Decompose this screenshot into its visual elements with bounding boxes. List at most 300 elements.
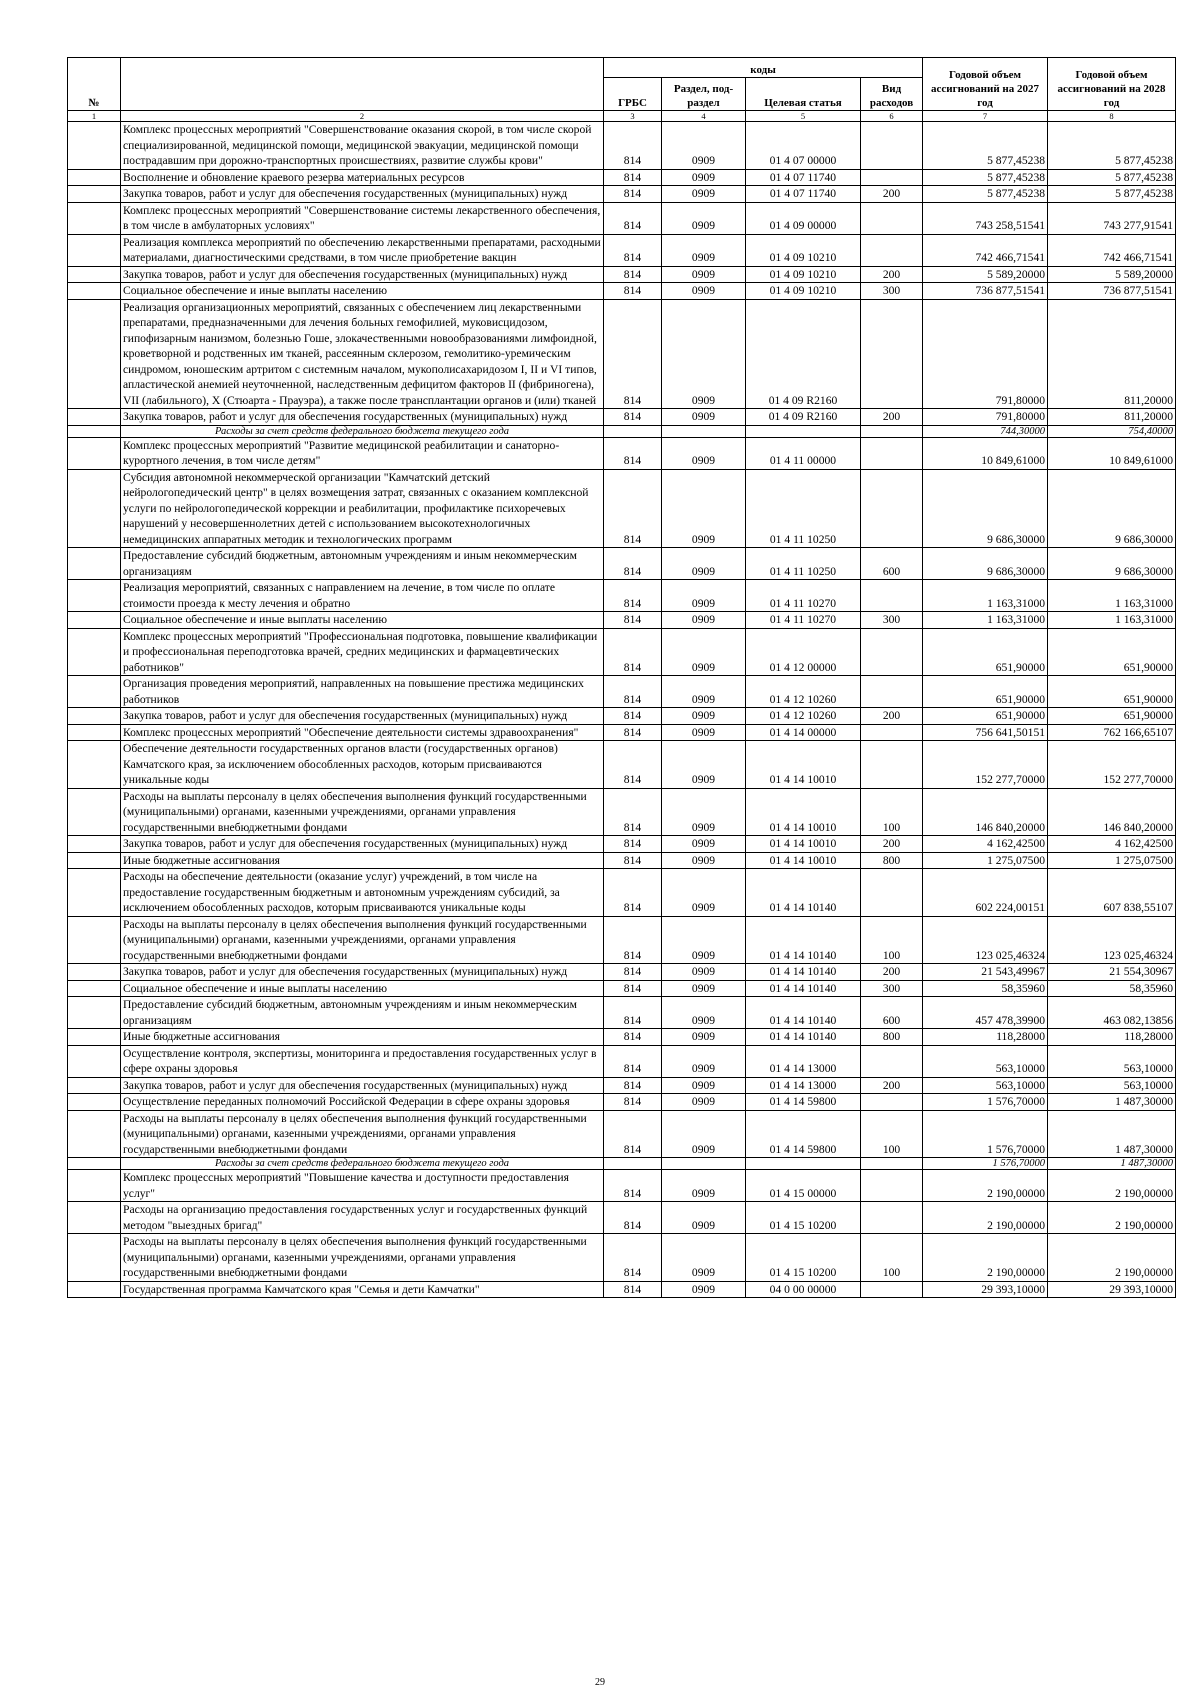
- cell-celevaya: 01 4 09 R2160: [746, 299, 861, 409]
- table-row: [68, 964, 1176, 981]
- cell-name: Расходы на выплаты персоналу в целях обеспечения выполнения функций государственными (муниципальными) органами, казенными учреждениями, органами управления государственными внебюджетными фондами: [121, 788, 604, 836]
- cell-vid: 200: [861, 1077, 923, 1094]
- cell-num: [68, 437, 121, 469]
- cell-name: Расходы за счет средств федерального бюджета текущего года: [121, 425, 604, 437]
- cell-grbs: 814: [604, 186, 662, 203]
- cell-name: Комплекс процессных мероприятий "Развитие медицинской реабилитации и санаторно-курортного лечения, в том числе детям": [121, 437, 604, 469]
- cell-celevaya: 01 4 14 10010: [746, 852, 861, 869]
- cell-num: [68, 852, 121, 869]
- cell-num: [68, 122, 121, 170]
- cell-razdel: 0909: [662, 836, 746, 853]
- cell-2028: 463 082,13856: [1048, 997, 1176, 1029]
- cell-celevaya: [746, 425, 861, 437]
- cell-name: Комплекс процессных мероприятий "Совершенствование системы лекарственного обеспечения, в том числе в амбулаторных условиях": [121, 202, 604, 234]
- cell-2027: 563,10000: [923, 1077, 1048, 1094]
- cell-celevaya: 01 4 14 10140: [746, 1029, 861, 1046]
- cell-razdel: 0909: [662, 469, 746, 548]
- cell-2028: 1 487,30000: [1048, 1110, 1176, 1158]
- cell-celevaya: 01 4 11 10270: [746, 580, 861, 612]
- column-number-row: [68, 111, 1176, 122]
- cell-razdel: 0909: [662, 1110, 746, 1158]
- cell-razdel: 0909: [662, 916, 746, 964]
- cell-2028: 743 277,91541: [1048, 202, 1176, 234]
- table-row: [68, 1170, 1176, 1202]
- table-row: [68, 741, 1176, 789]
- cell-2028: 2 190,00000: [1048, 1202, 1176, 1234]
- cell-vid: [861, 1094, 923, 1111]
- cell-grbs: 814: [604, 266, 662, 283]
- table-row: [68, 628, 1176, 676]
- header-celevaya: Целевая статья: [746, 78, 861, 111]
- cell-2028: 9 686,30000: [1048, 548, 1176, 580]
- col-number: 5: [746, 111, 861, 122]
- cell-grbs: 814: [604, 1202, 662, 1234]
- cell-celevaya: 01 4 15 10200: [746, 1202, 861, 1234]
- table-row: [68, 997, 1176, 1029]
- cell-razdel: 0909: [662, 788, 746, 836]
- cell-2028: 21 554,30967: [1048, 964, 1176, 981]
- cell-name: Реализация организационных мероприятий, связанных с обеспечением лиц лекарственными препаратами, предназначенными для лечения больных гемофилией, муковисцидозом, гипофизарным нанизмом, болезнью Гоше, злокачественными новообразованиями лимфоидной, кроветворной и родственных им тканей, рассеянным склерозом, гемолитико-уремическим синдромом, юношеским артритом с системным началом, мукополисахаридозом I, II и VI типов, апластической анемией неуточненной, наследственным дефицитом факторов II (фибриногена), VII (лабильного), X (Стюарта - Прауэра), а также после трансплантации органов и (или) тканей: [121, 299, 604, 409]
- cell-name: Расходы на выплаты персоналу в целях обеспечения выполнения функций государственными (муниципальными) органами, казенными учреждениями, органами управления государственными внебюджетными фондами: [121, 1110, 604, 1158]
- cell-2027: 9 686,30000: [923, 548, 1048, 580]
- cell-2028: 118,28000: [1048, 1029, 1176, 1046]
- cell-razdel: 0909: [662, 266, 746, 283]
- cell-vid: [861, 580, 923, 612]
- cell-num: [68, 1077, 121, 1094]
- cell-num: [68, 266, 121, 283]
- cell-2028: 1 163,31000: [1048, 612, 1176, 629]
- cell-2028: 811,20000: [1048, 299, 1176, 409]
- cell-razdel: 0909: [662, 202, 746, 234]
- cell-2027: 2 190,00000: [923, 1202, 1048, 1234]
- cell-2027: 457 478,39900: [923, 997, 1048, 1029]
- cell-name: Организация проведения мероприятий, направленных на повышение престижа медицинских работников: [121, 676, 604, 708]
- cell-vid: [861, 169, 923, 186]
- cell-razdel: 0909: [662, 1029, 746, 1046]
- table-row: [68, 202, 1176, 234]
- cell-razdel: 0909: [662, 964, 746, 981]
- cell-razdel: 0909: [662, 1094, 746, 1111]
- table-row: [68, 186, 1176, 203]
- cell-num: [68, 1281, 121, 1298]
- cell-2028: 152 277,70000: [1048, 741, 1176, 789]
- cell-2027: 152 277,70000: [923, 741, 1048, 789]
- cell-grbs: 814: [604, 869, 662, 917]
- cell-num: [68, 580, 121, 612]
- header-name: [121, 58, 604, 111]
- cell-2027: 1 576,70000: [923, 1158, 1048, 1170]
- cell-celevaya: 01 4 15 10200: [746, 1234, 861, 1282]
- cell-grbs: 814: [604, 1029, 662, 1046]
- cell-num: [68, 299, 121, 409]
- cell-grbs: 814: [604, 1045, 662, 1077]
- cell-grbs: 814: [604, 916, 662, 964]
- cell-vid: [861, 202, 923, 234]
- cell-num: [68, 234, 121, 266]
- cell-grbs: 814: [604, 122, 662, 170]
- cell-2027: 736 877,51541: [923, 283, 1048, 300]
- col-number: 7: [923, 111, 1048, 122]
- cell-grbs: 814: [604, 299, 662, 409]
- cell-name: Закупка товаров, работ и услуг для обеспечения государственных (муниципальных) нужд: [121, 409, 604, 426]
- table-row: [68, 1029, 1176, 1046]
- cell-grbs: 814: [604, 964, 662, 981]
- cell-name: Расходы на организацию предоставления государственных услуг и государственных функций методом "выездных бригад": [121, 1202, 604, 1234]
- cell-name: Предоставление субсидий бюджетным, автономным учреждениям и иным некоммерческим организациям: [121, 997, 604, 1029]
- header-codes: коды: [604, 58, 923, 78]
- cell-grbs: [604, 425, 662, 437]
- cell-vid: [861, 724, 923, 741]
- cell-name: Закупка товаров, работ и услуг для обеспечения государственных (муниципальных) нужд: [121, 1077, 604, 1094]
- cell-vid: 300: [861, 283, 923, 300]
- cell-name: Государственная программа Камчатского края "Семья и дети Камчатки": [121, 1281, 604, 1298]
- page-number: 29: [595, 1677, 605, 1688]
- budget-table: [67, 57, 1176, 1298]
- cell-vid: 300: [861, 612, 923, 629]
- cell-grbs: 814: [604, 676, 662, 708]
- cell-grbs: 814: [604, 1234, 662, 1282]
- header-num: №: [68, 58, 121, 111]
- cell-2028: 563,10000: [1048, 1077, 1176, 1094]
- cell-razdel: 0909: [662, 1170, 746, 1202]
- cell-num: [68, 788, 121, 836]
- federal-budget-row: [68, 425, 1176, 437]
- cell-razdel: 0909: [662, 234, 746, 266]
- cell-2028: 811,20000: [1048, 409, 1176, 426]
- cell-2028: 742 466,71541: [1048, 234, 1176, 266]
- cell-grbs: 814: [604, 724, 662, 741]
- cell-vid: [861, 869, 923, 917]
- cell-num: [68, 283, 121, 300]
- table-row: [68, 1110, 1176, 1158]
- cell-2028: 5 589,20000: [1048, 266, 1176, 283]
- cell-celevaya: 01 4 14 10010: [746, 741, 861, 789]
- cell-2027: 791,80000: [923, 299, 1048, 409]
- cell-vid: 200: [861, 186, 923, 203]
- cell-2027: 2 190,00000: [923, 1170, 1048, 1202]
- table-row: [68, 548, 1176, 580]
- cell-razdel: 0909: [662, 852, 746, 869]
- cell-name: Комплекс процессных мероприятий "Повышение качества и доступности предоставления услуг": [121, 1170, 604, 1202]
- cell-vid: [861, 299, 923, 409]
- cell-name: Комплекс процессных мероприятий "Совершенствование оказания скорой, в том числе скорой специализированной, медицинской помощи, медицинской эвакуации, медицинской помощи пострадавшим при дорожно-транспортных происшествиях, развитие службы крови": [121, 122, 604, 170]
- cell-num: [68, 869, 121, 917]
- cell-2027: 651,90000: [923, 628, 1048, 676]
- table-row: [68, 836, 1176, 853]
- cell-celevaya: [746, 1158, 861, 1170]
- cell-name: Закупка товаров, работ и услуг для обеспечения государственных (муниципальных) нужд: [121, 964, 604, 981]
- cell-2027: 1 163,31000: [923, 580, 1048, 612]
- cell-num: [68, 202, 121, 234]
- cell-2027: 1 275,07500: [923, 852, 1048, 869]
- cell-2027: 5 877,45238: [923, 186, 1048, 203]
- cell-2027: 1 576,70000: [923, 1094, 1048, 1111]
- cell-celevaya: 01 4 11 10270: [746, 612, 861, 629]
- cell-name: Восполнение и обновление краевого резерва материальных ресурсов: [121, 169, 604, 186]
- col-number: 2: [121, 111, 604, 122]
- cell-name: Закупка товаров, работ и услуг для обеспечения государственных (муниципальных) нужд: [121, 266, 604, 283]
- col-number: 4: [662, 111, 746, 122]
- cell-vid: 100: [861, 788, 923, 836]
- cell-razdel: 0909: [662, 980, 746, 997]
- cell-2028: 123 025,46324: [1048, 916, 1176, 964]
- cell-2027: 5 877,45238: [923, 169, 1048, 186]
- cell-vid: 100: [861, 1234, 923, 1282]
- cell-celevaya: 01 4 07 00000: [746, 122, 861, 170]
- cell-num: [68, 1029, 121, 1046]
- cell-grbs: 814: [604, 1170, 662, 1202]
- cell-celevaya: 01 4 14 00000: [746, 724, 861, 741]
- cell-grbs: 814: [604, 469, 662, 548]
- cell-razdel: 0909: [662, 186, 746, 203]
- cell-num: [68, 409, 121, 426]
- cell-celevaya: 01 4 14 10140: [746, 997, 861, 1029]
- cell-2027: 4 162,42500: [923, 836, 1048, 853]
- table-row: [68, 234, 1176, 266]
- cell-num: [68, 612, 121, 629]
- cell-2027: 744,30000: [923, 425, 1048, 437]
- cell-name: Социальное обеспечение и иные выплаты населению: [121, 283, 604, 300]
- cell-2028: 5 877,45238: [1048, 122, 1176, 170]
- cell-razdel: 0909: [662, 997, 746, 1029]
- cell-grbs: 814: [604, 234, 662, 266]
- cell-2028: 5 877,45238: [1048, 186, 1176, 203]
- cell-2027: 146 840,20000: [923, 788, 1048, 836]
- cell-2028: 607 838,55107: [1048, 869, 1176, 917]
- cell-grbs: 814: [604, 169, 662, 186]
- cell-num: [68, 1234, 121, 1282]
- table-row: [68, 869, 1176, 917]
- table-row: [68, 469, 1176, 548]
- cell-razdel: 0909: [662, 612, 746, 629]
- cell-vid: 200: [861, 409, 923, 426]
- cell-grbs: 814: [604, 409, 662, 426]
- cell-vid: [861, 122, 923, 170]
- cell-grbs: 814: [604, 788, 662, 836]
- cell-celevaya: 01 4 14 10010: [746, 788, 861, 836]
- cell-name: Расходы на выплаты персоналу в целях обеспечения выполнения функций государственными (муниципальными) органами, казенными учреждениями, органами управления государственными внебюджетными фондами: [121, 916, 604, 964]
- cell-num: [68, 964, 121, 981]
- cell-name: Реализация мероприятий, связанных с направлением на лечение, в том числе по оплате стоимости проезда к месту лечения и обратно: [121, 580, 604, 612]
- table-row: [68, 1234, 1176, 1282]
- cell-celevaya: 01 4 09 R2160: [746, 409, 861, 426]
- cell-num: [68, 708, 121, 725]
- cell-vid: 200: [861, 708, 923, 725]
- table-row: [68, 1045, 1176, 1077]
- table-row: [68, 852, 1176, 869]
- cell-vid: [861, 741, 923, 789]
- table-row: [68, 283, 1176, 300]
- cell-celevaya: 01 4 14 10140: [746, 869, 861, 917]
- cell-grbs: 814: [604, 580, 662, 612]
- cell-2028: 651,90000: [1048, 708, 1176, 725]
- cell-celevaya: 01 4 14 10140: [746, 916, 861, 964]
- table-row: [68, 409, 1176, 426]
- cell-2028: 1 487,30000: [1048, 1158, 1176, 1170]
- cell-grbs: 814: [604, 1281, 662, 1298]
- cell-razdel: 0909: [662, 580, 746, 612]
- cell-grbs: 814: [604, 852, 662, 869]
- cell-celevaya: 01 4 09 10210: [746, 266, 861, 283]
- cell-name: Комплекс процессных мероприятий "Обеспечение деятельности системы здравоохранения": [121, 724, 604, 741]
- cell-celevaya: 01 4 11 10250: [746, 548, 861, 580]
- cell-2027: 1 576,70000: [923, 1110, 1048, 1158]
- table-row: [68, 266, 1176, 283]
- cell-celevaya: 01 4 14 13000: [746, 1045, 861, 1077]
- cell-grbs: 814: [604, 980, 662, 997]
- table-row: [68, 169, 1176, 186]
- cell-name: Осуществление переданных полномочий Российской Федерации в сфере охраны здоровья: [121, 1094, 604, 1111]
- header-grbs: ГРБС: [604, 78, 662, 111]
- cell-2028: 754,40000: [1048, 425, 1176, 437]
- cell-vid: [861, 1202, 923, 1234]
- federal-budget-row: [68, 1158, 1176, 1170]
- cell-name: Предоставление субсидий бюджетным, автономным учреждениям и иным некоммерческим организациям: [121, 548, 604, 580]
- table-row: [68, 580, 1176, 612]
- cell-2027: 5 877,45238: [923, 122, 1048, 170]
- budget-sheet: [67, 57, 1175, 1298]
- cell-2028: 4 162,42500: [1048, 836, 1176, 853]
- cell-celevaya: 01 4 11 00000: [746, 437, 861, 469]
- cell-celevaya: 01 4 14 13000: [746, 1077, 861, 1094]
- cell-name: Иные бюджетные ассигнования: [121, 1029, 604, 1046]
- cell-num: [68, 186, 121, 203]
- cell-num: [68, 628, 121, 676]
- cell-2027: 756 641,50151: [923, 724, 1048, 741]
- cell-2028: 1 487,30000: [1048, 1094, 1176, 1111]
- cell-2028: 10 849,61000: [1048, 437, 1176, 469]
- cell-2028: 29 393,10000: [1048, 1281, 1176, 1298]
- cell-name: Реализация комплекса мероприятий по обеспечению лекарственными препаратами, расходными материалами, диагностическими средствами, в том числе приобретение вакцин: [121, 234, 604, 266]
- table-row: [68, 299, 1176, 409]
- cell-vid: [861, 425, 923, 437]
- cell-vid: 200: [861, 964, 923, 981]
- cell-vid: 300: [861, 980, 923, 997]
- cell-name: Субсидия автономной некоммерческой организации "Камчатский детский нейрологопедический центр" в целях возмещения затрат, связанных с оказанием комплексной услуги по нейрологопедической коррекции и реабилитации, профилактике психоречевых нарушений у несовершеннолетних детей с использованием высокотехнологичных немедицинских аппаратных методик и технологических программ: [121, 469, 604, 548]
- cell-vid: 600: [861, 548, 923, 580]
- cell-vid: 800: [861, 1029, 923, 1046]
- cell-num: [68, 836, 121, 853]
- cell-grbs: 814: [604, 283, 662, 300]
- cell-name: Расходы на обеспечение деятельности (оказание услуг) учреждений, в том числе на предоставление государственным бюджетным и автономным учреждениям субсидий, за исключением обособленных расходов, которым присваиваются уникальные коды: [121, 869, 604, 917]
- cell-vid: [861, 437, 923, 469]
- table-row: [68, 708, 1176, 725]
- cell-celevaya: 01 4 07 11740: [746, 169, 861, 186]
- cell-name: Комплекс процессных мероприятий "Профессиональная подготовка, повышение квалификации и профессиональная переподготовка врачей, средних медицинских и фармацевтических работников": [121, 628, 604, 676]
- cell-grbs: 814: [604, 612, 662, 629]
- cell-2027: 791,80000: [923, 409, 1048, 426]
- cell-celevaya: 01 4 15 00000: [746, 1170, 861, 1202]
- col-number: 3: [604, 111, 662, 122]
- cell-num: [68, 1094, 121, 1111]
- cell-2028: 2 190,00000: [1048, 1170, 1176, 1202]
- table-row: [68, 1202, 1176, 1234]
- cell-2027: 651,90000: [923, 676, 1048, 708]
- cell-name: Закупка товаров, работ и услуг для обеспечения государственных (муниципальных) нужд: [121, 186, 604, 203]
- cell-num: [68, 169, 121, 186]
- cell-2028: 146 840,20000: [1048, 788, 1176, 836]
- cell-razdel: 0909: [662, 741, 746, 789]
- cell-vid: 200: [861, 836, 923, 853]
- table-row: [68, 980, 1176, 997]
- cell-name: Осуществление контроля, экспертизы, мониторинга и предоставления государственных услуг в сфере охраны здоровья: [121, 1045, 604, 1077]
- cell-vid: 600: [861, 997, 923, 1029]
- cell-celevaya: 01 4 12 00000: [746, 628, 861, 676]
- cell-2027: 742 466,71541: [923, 234, 1048, 266]
- cell-razdel: 0909: [662, 708, 746, 725]
- cell-num: [68, 548, 121, 580]
- cell-2027: 5 589,20000: [923, 266, 1048, 283]
- cell-celevaya: 01 4 12 10260: [746, 708, 861, 725]
- cell-2028: 2 190,00000: [1048, 1234, 1176, 1282]
- cell-razdel: 0909: [662, 1202, 746, 1234]
- cell-celevaya: 01 4 07 11740: [746, 186, 861, 203]
- cell-num: [68, 469, 121, 548]
- cell-razdel: 0909: [662, 869, 746, 917]
- cell-vid: 100: [861, 916, 923, 964]
- table-body: [68, 122, 1176, 1298]
- cell-2027: 563,10000: [923, 1045, 1048, 1077]
- cell-name: Расходы на выплаты персоналу в целях обеспечения выполнения функций государственными (муниципальными) органами, казенными учреждениями, органами управления государственными внебюджетными фондами: [121, 1234, 604, 1282]
- cell-num: [68, 1170, 121, 1202]
- cell-vid: 100: [861, 1110, 923, 1158]
- cell-2027: 118,28000: [923, 1029, 1048, 1046]
- cell-name: Закупка товаров, работ и услуг для обеспечения государственных (муниципальных) нужд: [121, 836, 604, 853]
- cell-grbs: 814: [604, 548, 662, 580]
- table-row: [68, 724, 1176, 741]
- cell-celevaya: 04 0 00 00000: [746, 1281, 861, 1298]
- cell-razdel: 0909: [662, 437, 746, 469]
- cell-razdel: 0909: [662, 122, 746, 170]
- cell-2028: 563,10000: [1048, 1045, 1176, 1077]
- cell-celevaya: 01 4 14 59800: [746, 1110, 861, 1158]
- header-2027: Годовой объем ассигнований на 2027 год: [923, 58, 1048, 111]
- cell-2028: 5 877,45238: [1048, 169, 1176, 186]
- cell-num: [68, 1110, 121, 1158]
- cell-grbs: 814: [604, 437, 662, 469]
- cell-celevaya: 01 4 14 10010: [746, 836, 861, 853]
- cell-razdel: 0909: [662, 676, 746, 708]
- cell-2027: 21 543,49967: [923, 964, 1048, 981]
- cell-grbs: 814: [604, 1110, 662, 1158]
- cell-celevaya: 01 4 09 00000: [746, 202, 861, 234]
- cell-2028: 58,35960: [1048, 980, 1176, 997]
- table-row: [68, 612, 1176, 629]
- col-number: 8: [1048, 111, 1176, 122]
- cell-2028: 1 163,31000: [1048, 580, 1176, 612]
- table-row: [68, 916, 1176, 964]
- cell-razdel: 0909: [662, 1281, 746, 1298]
- cell-vid: [861, 676, 923, 708]
- cell-vid: 800: [861, 852, 923, 869]
- cell-name: Расходы за счет средств федерального бюджета текущего года: [121, 1158, 604, 1170]
- cell-2027: 743 258,51541: [923, 202, 1048, 234]
- cell-vid: [861, 1045, 923, 1077]
- cell-num: [68, 741, 121, 789]
- cell-2028: 9 686,30000: [1048, 469, 1176, 548]
- cell-2027: 1 163,31000: [923, 612, 1048, 629]
- cell-2028: 736 877,51541: [1048, 283, 1176, 300]
- table-row: [68, 1077, 1176, 1094]
- cell-razdel: 0909: [662, 1045, 746, 1077]
- cell-razdel: 0909: [662, 548, 746, 580]
- cell-grbs: 814: [604, 628, 662, 676]
- table-row: [68, 676, 1176, 708]
- cell-vid: [861, 628, 923, 676]
- cell-razdel: 0909: [662, 299, 746, 409]
- table-header: [68, 58, 1176, 122]
- cell-name: Иные бюджетные ассигнования: [121, 852, 604, 869]
